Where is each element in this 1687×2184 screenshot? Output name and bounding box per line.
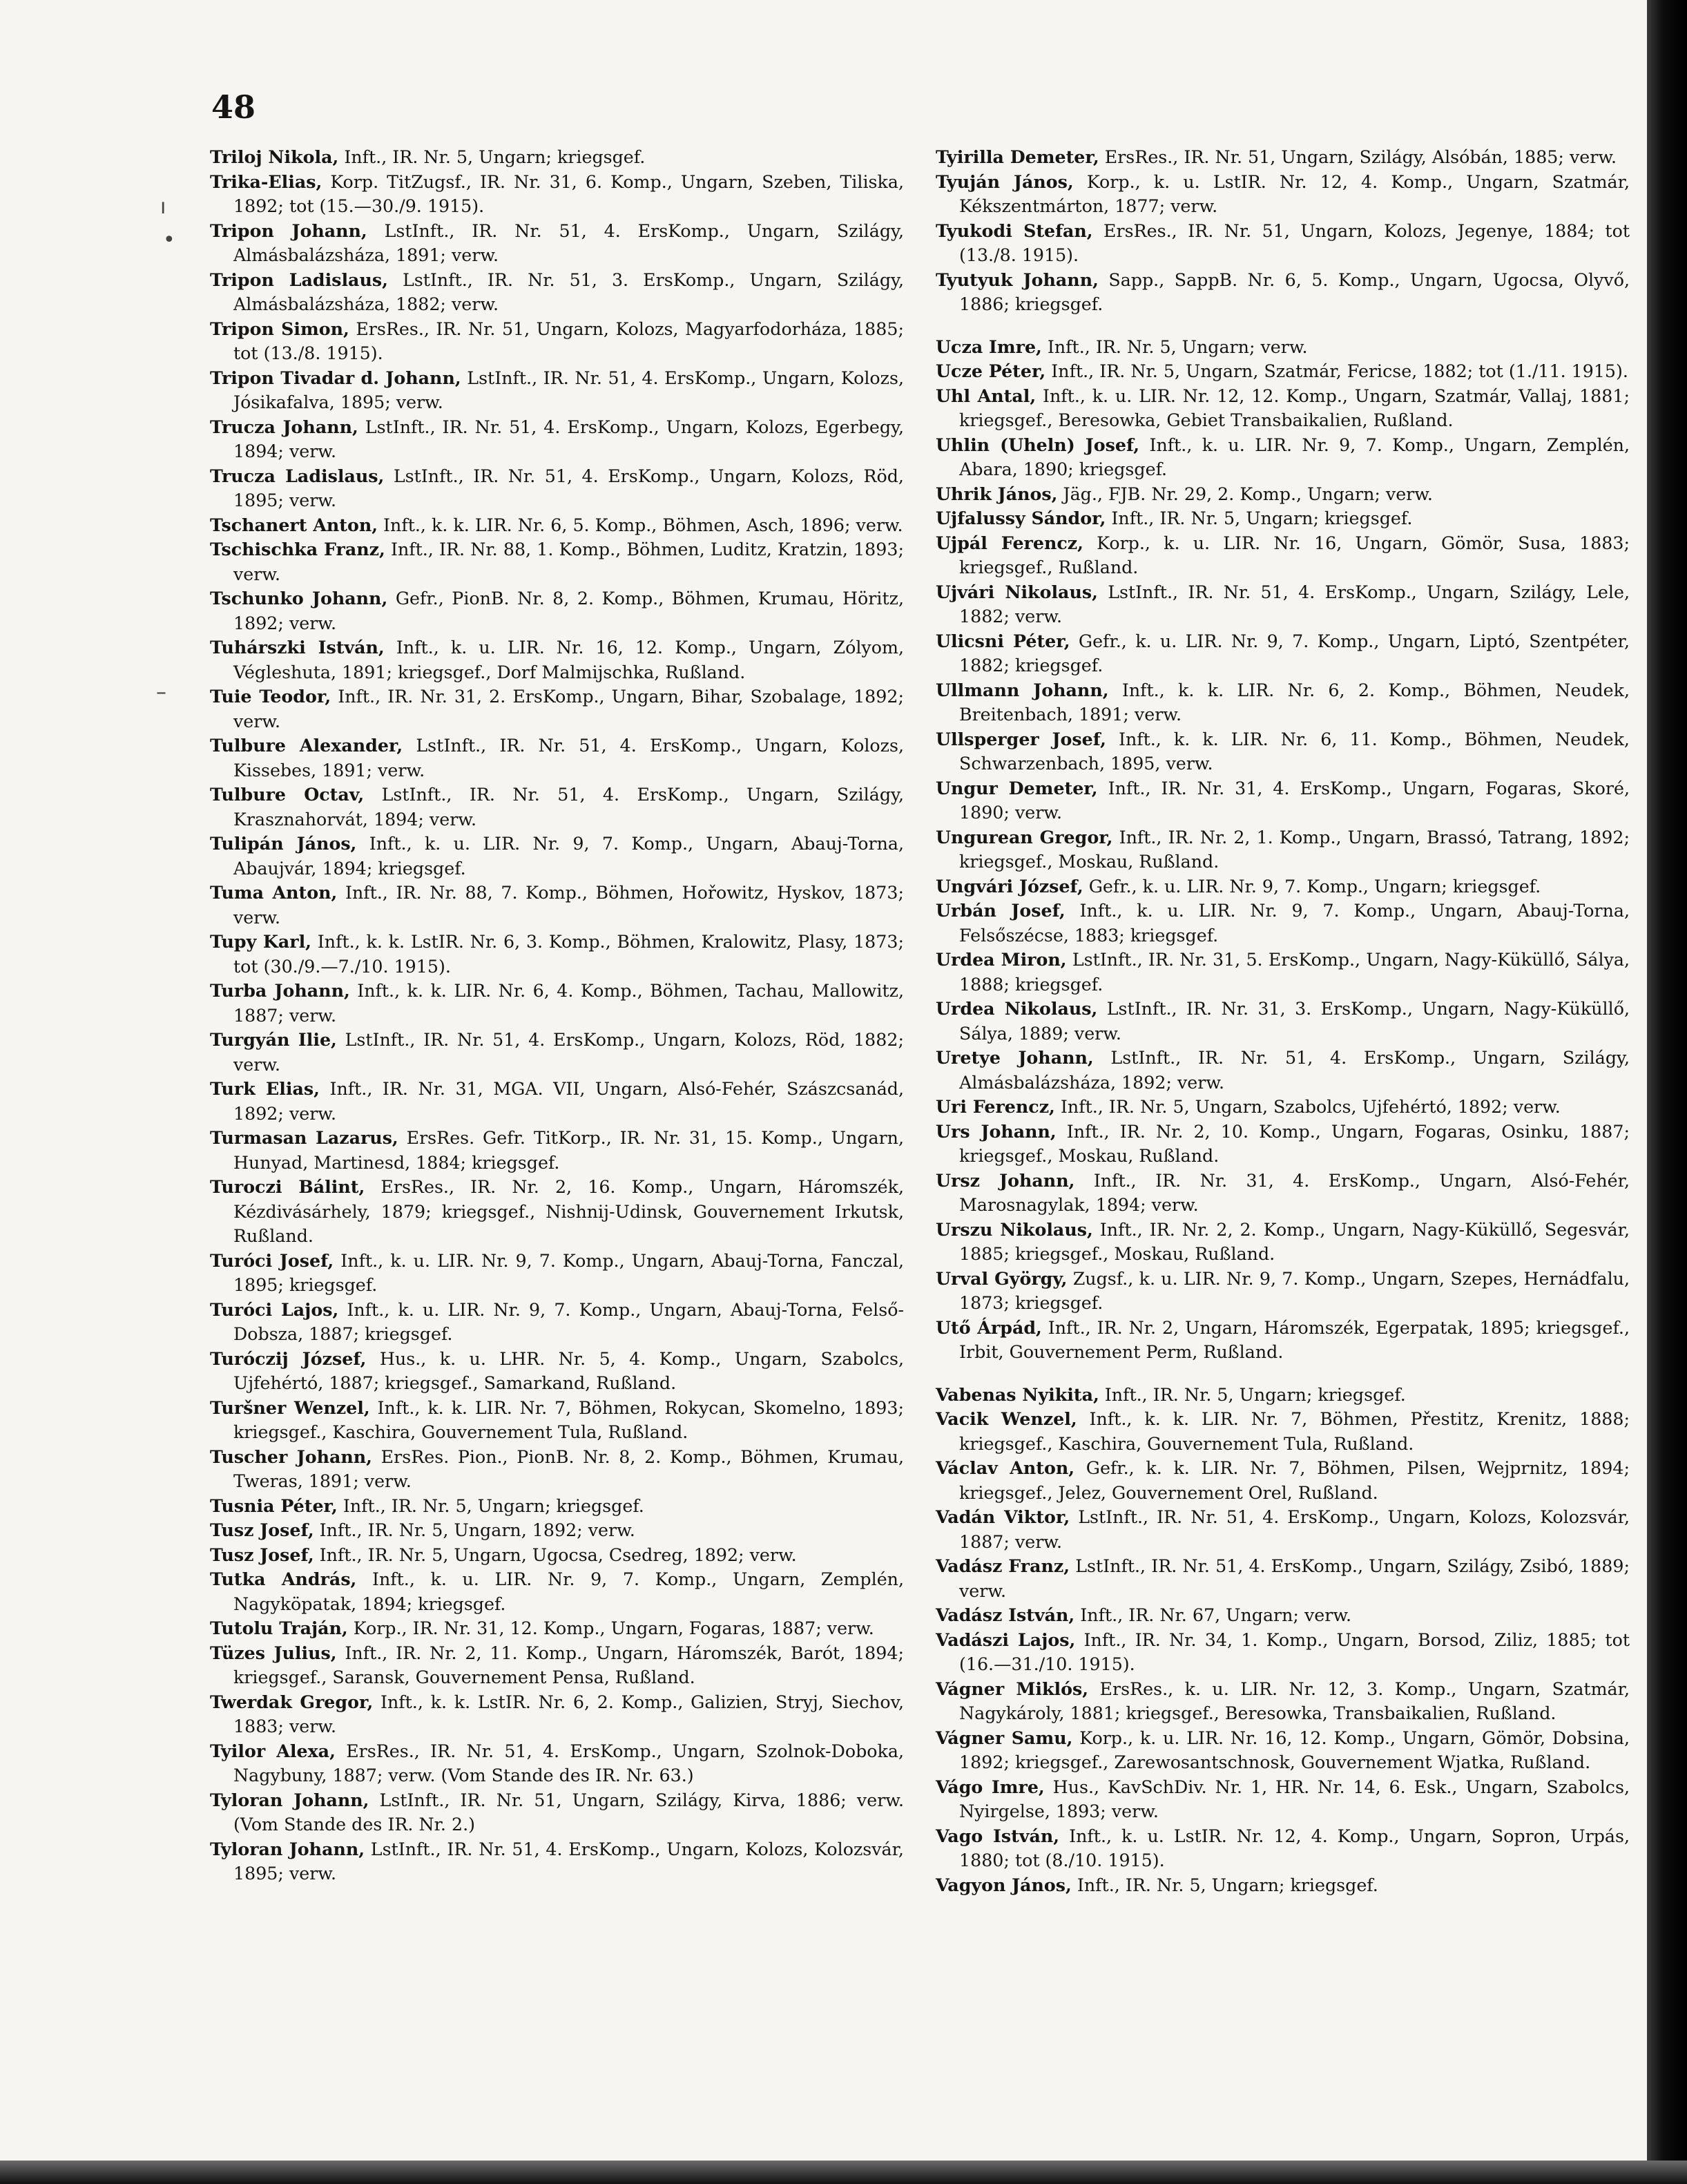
- directory-entry: [936, 1873, 1630, 1898]
- entry-details: Inft., k. u. LIR. Nr. 9, 7. Komp., Ungarn, Abauj-Torna, Abaujvár, 1894; kriegsgef.: [233, 834, 904, 879]
- entry-details: Inft., IR. Nr. 67, Ungarn; verw.: [1074, 1605, 1352, 1625]
- entry-name: Tulbure Octav,: [210, 784, 365, 805]
- entry-name: Vacik Wenzel,: [936, 1408, 1077, 1429]
- directory-entry: [210, 219, 904, 268]
- entry-name: Uri Ferencz,: [936, 1096, 1055, 1117]
- entry-details: LstInft., IR. Nr. 51, 4. ErsKomp., Ungarn, Kolozs, Egerbegy, 1894; verw.: [233, 416, 904, 461]
- entry-name: Tyuján János,: [936, 171, 1074, 192]
- directory-entry: [210, 415, 904, 464]
- directory-entry: [210, 1616, 904, 1641]
- entry-details: LstInft., IR. Nr. 31, 5. ErsKomp., Ungarn, Nagy-Küküllő, Sálya, 1888; kriegsgef.: [959, 950, 1630, 995]
- directory-entry: [210, 586, 904, 635]
- directory-entry: [210, 1298, 904, 1347]
- entry-name: Tyloran Johann,: [210, 1789, 369, 1810]
- directory-entry: [210, 1077, 904, 1126]
- entry-name: Tyutyuk Johann,: [936, 269, 1099, 290]
- directory-entry: [936, 1316, 1630, 1365]
- directory-entry: [936, 170, 1630, 219]
- entry-details: Inft., IR. Nr. 2, 11. Komp., Ungarn, Háromszék, Barót, 1894; kriegsgef., Saransk, Gouvernement Pensa, Rußland.: [233, 1642, 904, 1687]
- entry-name: Tuhárszki István,: [210, 637, 385, 658]
- entry-details: LstInft., IR. Nr. 51, 4. ErsKomp., Ungarn, Kolozs, Kolozsvár, 1887; verw.: [959, 1507, 1630, 1552]
- directory-entry: [936, 1554, 1630, 1603]
- entry-name: Ungurean Gregor,: [936, 826, 1113, 847]
- directory-entry: [936, 433, 1630, 482]
- entry-name: Trika-Elias,: [210, 171, 322, 192]
- entry-name: Turmasan Lazarus,: [210, 1127, 398, 1148]
- directory-entry: [210, 1567, 904, 1616]
- entry-details: Hus., k. u. LHR. Nr. 5, 4. Komp., Ungarn, Szabolcs, Ujfehértó, 1887; kriegsgef., Samarkand, Rußland.: [233, 1348, 904, 1393]
- directory-entry: [210, 1249, 904, 1298]
- entry-name: Tripon Ladislaus,: [210, 269, 388, 290]
- entry-name: Tyukodi Stefan,: [936, 220, 1093, 241]
- entry-name: Urs Johann,: [936, 1120, 1057, 1142]
- directory-entry: [210, 1126, 904, 1175]
- scan-edge-right: [1647, 0, 1687, 2184]
- entry-details: Korp., k. u. LstIR. Nr. 12, 4. Komp., Ungarn, Szatmár, Kékszentmárton, 1877; verw.: [959, 171, 1630, 216]
- directory-entry: [936, 825, 1630, 874]
- entry-details: LstInft., IR. Nr. 51, 4. ErsKomp., Ungarn, Kolozs, Röd, 1895; verw.: [233, 466, 904, 510]
- entry-details: Inft., IR. Nr. 5, Ungarn; kriegsgef.: [338, 147, 646, 167]
- entry-details: Korp., k. u. LIR. Nr. 16, 12. Komp., Ungarn, Gömör, Dobsina, 1892; kriegsgef., Zarewosantschnosk, Gouvernement Wjatka, Rußland.: [959, 1727, 1630, 1772]
- entry-details: LstInft., IR. Nr. 31, 3. ErsKomp., Ungarn, Nagy-Küküllő, Sálya, 1889; verw.: [959, 999, 1630, 1044]
- directory-entry: [936, 1628, 1630, 1677]
- entry-name: Turoczi Bálint,: [210, 1176, 365, 1197]
- directory-entry: [936, 335, 1630, 360]
- entry-name: Tuscher Johann,: [210, 1446, 372, 1467]
- directory-entry: [210, 1690, 904, 1739]
- entry-name: Urdea Miron,: [936, 949, 1067, 970]
- directory-entry: [936, 1267, 1630, 1316]
- entry-details: Inft., k. k. LstIR. Nr. 6, 2. Komp., Galizien, Stryj, Siechov, 1883; verw.: [233, 1692, 904, 1736]
- entry-details: Inft., IR. Nr. 5, Ungarn, Ugocsa, Csedreg, 1892; verw.: [314, 1544, 797, 1565]
- directory-entry: [936, 1824, 1630, 1873]
- entry-name: Turk Elias,: [210, 1078, 320, 1099]
- directory-entry: [210, 170, 904, 219]
- directory-entry: [210, 317, 904, 366]
- directory-entry: [936, 359, 1630, 384]
- entry-name: Uhlin (Uheln) Josef,: [936, 434, 1140, 455]
- entry-details: Inft., IR. Nr. 31, 4. ErsKomp., Ungarn, Alsó-Fehér, Marosnagylak, 1894; verw.: [959, 1170, 1630, 1215]
- entry-details: Gefr., k. k. LIR. Nr. 7, Böhmen, Pilsen, Wejprnitz, 1894; kriegsgef., Jelez, Gouvernement Orel, Rußland.: [959, 1458, 1630, 1503]
- margin-tick: ı: [160, 195, 166, 219]
- entry-name: Ucze Péter,: [936, 361, 1046, 381]
- entry-details: Inft., k. k. LIR. Nr. 7, Böhmen, Přestitz, Krenitz, 1888; kriegsgef., Kaschira, Gouvernement Tula, Rußland.: [959, 1409, 1630, 1454]
- directory-entry: [936, 997, 1630, 1046]
- entry-details: ErsRes., IR. Nr. 2, 16. Komp., Ungarn, Háromszék, Kézdivásárhely, 1879; kriegsgef., Nishnij-Udinsk, Gouvernement Irkutsk, Rußland.: [233, 1177, 904, 1246]
- entry-name: Tyirilla Demeter,: [936, 146, 1099, 167]
- entry-details: Inft., k. u. LIR. Nr. 9, 7. Komp., Ungarn, Zemplén, Abara, 1890; kriegsgef.: [959, 434, 1630, 479]
- entry-name: Urval György,: [936, 1267, 1068, 1289]
- entry-name: Ullsperger Josef,: [936, 728, 1106, 749]
- entry-details: LstInft., IR. Nr. 51, 4. ErsKomp., Ungarn, Kolozs, Röd, 1882; verw.: [233, 1030, 904, 1075]
- entry-details: LstInft., IR. Nr. 51, 4. ErsKomp., Ungarn, Kolozs, Kolozsvár, 1895; verw.: [233, 1839, 904, 1884]
- entry-name: Turóci Josef,: [210, 1249, 334, 1271]
- directory-entry: [936, 899, 1630, 948]
- entry-name: Vadászi Lajos,: [936, 1629, 1076, 1650]
- entry-name: Vabenas Nyikita,: [936, 1383, 1099, 1405]
- entry-details: Inft., IR. Nr. 2, 10. Komp., Ungarn, Fogaras, Osinku, 1887; kriegsgef., Moskau, Rußland.: [959, 1121, 1630, 1166]
- entry-name: Vagyon János,: [936, 1874, 1072, 1895]
- entry-details: ErsRes. Gefr. TitKorp., IR. Nr. 31, 15. Komp., Ungarn, Hunyad, Martinesd, 1884; kriegsgef.: [233, 1128, 904, 1173]
- directory-entry: [936, 580, 1630, 629]
- entry-name: Vadász Franz,: [936, 1555, 1070, 1576]
- directory-entry: [210, 881, 904, 930]
- entry-name: Tschischka Franz,: [210, 539, 385, 559]
- entry-name: Ullmann Johann,: [936, 679, 1109, 700]
- entry-details: Inft., IR. Nr. 2, 2. Komp., Ungarn, Nagy-Küküllő, Segesvár, 1885; kriegsgef., Moskau, Rußland.: [959, 1219, 1630, 1264]
- entry-name: Vágner Samu,: [936, 1727, 1073, 1748]
- entry-name: Urdea Nikolaus,: [936, 998, 1098, 1019]
- entry-name: Tusnia Péter,: [210, 1495, 338, 1516]
- directory-entry: [210, 1445, 904, 1494]
- section-gap: [936, 317, 1630, 335]
- entry-name: Urbán Josef,: [936, 900, 1066, 921]
- directory-entry: [936, 268, 1630, 317]
- entry-details: LstInft., IR. Nr. 51, 4. ErsKomp., Ungarn, Szilágy, Zsibó, 1889; verw.: [959, 1556, 1630, 1601]
- entry-name: Tulbure Alexander,: [210, 735, 403, 756]
- entry-details: Korp. TitZugsf., IR. Nr. 31, 6. Komp., Ungarn, Szeben, Tiliska, 1892; tot (15.—30./9. 1915).: [233, 171, 904, 216]
- directory-entry: [936, 874, 1630, 899]
- directory-entry: [936, 727, 1630, 776]
- entry-name: Ucza Imre,: [936, 336, 1042, 357]
- entry-name: Tusz Josef,: [210, 1520, 314, 1540]
- entry-details: Inft., IR. Nr. 5, Ungarn, Szabolcs, Ujfehértó, 1892; verw.: [1054, 1097, 1561, 1117]
- entry-name: Uhrik János,: [936, 483, 1058, 504]
- entry-details: Korp., k. u. LIR. Nr. 16, Ungarn, Gömör, Susa, 1883; kriegsgef., Rußland.: [959, 533, 1630, 577]
- entry-name: Turšner Wenzel,: [210, 1397, 370, 1418]
- entry-name: Tschunko Johann,: [210, 588, 388, 609]
- directory-entry: [210, 1494, 904, 1519]
- directory-entry: [936, 1603, 1630, 1628]
- directory-entry: [210, 513, 904, 538]
- page-number: 48: [211, 88, 256, 126]
- directory-entry: [210, 930, 904, 979]
- directory-entry: [210, 1788, 904, 1837]
- entry-details: Inft., IR. Nr. 5, Ungarn; kriegsgef.: [1099, 1384, 1406, 1405]
- entry-details: LstInft., IR. Nr. 51, 4. ErsKomp., Ungarn, Kolozs, Jósikafalva, 1895; verw.: [233, 367, 904, 412]
- directory-entry: [210, 145, 904, 170]
- entry-details: Inft., IR. Nr. 2, 1. Komp., Ungarn, Brassó, Tatrang, 1892; kriegsgef., Moskau, Rußland.: [959, 827, 1630, 872]
- directory-entry: [210, 783, 904, 832]
- entry-details: Gefr., k. u. LIR. Nr. 9, 7. Komp., Ungarn; kriegsgef.: [1083, 876, 1541, 897]
- directory-entry: [210, 734, 904, 783]
- entry-name: Tripon Johann,: [210, 220, 367, 241]
- entry-details: Inft., k. k. LIR. Nr. 6, 2. Komp., Böhmen, Neudek, Breitenbach, 1891; verw.: [959, 680, 1630, 725]
- entry-details: ErsRes., IR. Nr. 51, Ungarn, Kolozs, Jegenye, 1884; tot (13./8. 1915).: [959, 220, 1630, 265]
- directory-entry: [210, 1641, 904, 1690]
- entry-details: Inft., k. k. LIR. Nr. 7, Böhmen, Rokycan, Skomelno, 1893; kriegsgef., Kaschira, Gouvernement Tula, Rußland.: [233, 1397, 905, 1442]
- entry-details: LstInft., IR. Nr. 51, 4. ErsKomp., Ungarn, Szilágy, Krasznahorvát, 1894; verw.: [233, 785, 904, 830]
- directory-entry: [210, 979, 904, 1028]
- entry-details: Gefr., PionB. Nr. 8, 2. Komp., Böhmen, Krumau, Höritz, 1892; verw.: [233, 588, 904, 633]
- directory-entry: [936, 384, 1630, 433]
- directory-entry: [210, 1739, 904, 1788]
- entry-details: Inft., k. u. LIR. Nr. 9, 7. Komp., Ungarn, Abauj-Torna, Fanczal, 1895; kriegsgef.: [233, 1250, 905, 1295]
- entry-details: ErsRes. Pion., PionB. Nr. 8, 2. Komp., Böhmen, Krumau, Tweras, 1891; verw.: [233, 1446, 904, 1491]
- entry-details: Inft., k. u. LIR. Nr. 12, 12. Komp., Ungarn, Szatmár, Vallaj, 1881; kriegsgef., Beresowka, Gebiet Transbaikalien, Rußland.: [959, 385, 1630, 430]
- entry-name: Tüzes Julius,: [210, 1642, 337, 1663]
- entry-name: Triloj Nikola,: [210, 146, 339, 167]
- entry-name: Ujpál Ferencz,: [936, 532, 1083, 553]
- entry-details: Inft., IR. Nr. 34, 1. Komp., Ungarn, Borsod, Ziliz, 1885; tot (16.—31./10. 1915).: [959, 1629, 1630, 1674]
- entry-details: Inft., IR. Nr. 31, MGA. VII, Ungarn, Alsó-Fehér, Szászcsanád, 1892; verw.: [233, 1079, 905, 1124]
- entry-name: Tupy Karl,: [210, 931, 311, 952]
- entry-details: Inft., IR. Nr. 88, 1. Komp., Böhmen, Luditz, Kratzin, 1893; verw.: [233, 539, 904, 584]
- entry-name: Utő Árpád,: [936, 1316, 1042, 1338]
- entry-details: LstInft., IR. Nr. 51, 3. ErsKomp., Ungarn, Szilágy, Almásbalázsháza, 1882; verw.: [233, 269, 904, 314]
- entry-name: Ungur Demeter,: [936, 777, 1098, 798]
- directory-entry: [210, 635, 904, 684]
- margin-dash: –: [156, 680, 166, 705]
- directory-entry: [936, 1169, 1630, 1218]
- directory-entry: [210, 1518, 904, 1543]
- entry-details: Hus., KavSchDiv. Nr. 1, HR. Nr. 14, 6. Esk., Ungarn, Szabolcs, Nyirgelse, 1893; verw.: [959, 1776, 1630, 1821]
- scan-edge-bottom: [0, 2161, 1687, 2184]
- directory-entry: [210, 1396, 904, 1445]
- entry-name: Turóczij József,: [210, 1348, 367, 1369]
- entry-details: ErsRes., IR. Nr. 51, Ungarn, Szilágy, Alsóbán, 1885; verw.: [1099, 147, 1617, 167]
- entry-details: ErsRes., IR. Nr. 51, Ungarn, Kolozs, Magyarfodorháza, 1885; tot (13./8. 1915).: [233, 318, 904, 363]
- directory-entry: [936, 1456, 1630, 1505]
- directory-entry: [210, 537, 904, 586]
- entry-details: Inft., IR. Nr. 88, 7. Komp., Böhmen, Hořowitz, Hyskov, 1873; verw.: [233, 883, 904, 928]
- directory-entry: [936, 1677, 1630, 1726]
- entry-details: Inft., k. u. LIR. Nr. 9, 7. Komp., Ungarn, Abauj-Torna, Felső-Dobsza, 1887; kriegsgef.: [233, 1299, 904, 1344]
- right-column: [936, 145, 1630, 1897]
- directory-entry: [936, 1120, 1630, 1169]
- directory-entry: [936, 629, 1630, 678]
- section-gap: [936, 1365, 1630, 1383]
- entry-name: Tripon Tivadar d. Johann,: [210, 367, 461, 388]
- directory-entry: [210, 1543, 904, 1568]
- entry-name: Trucza Johann,: [210, 416, 358, 437]
- entry-name: Tulipán János,: [210, 833, 357, 854]
- directory-entry: [936, 1407, 1630, 1456]
- directory-entry: [936, 1505, 1630, 1554]
- entry-details: LstInft., IR. Nr. 51, 4. ErsKomp., Ungarn, Szilágy, Almásbalázsháza, 1891; verw.: [233, 220, 904, 265]
- directory-entry: [210, 684, 904, 734]
- directory-entry: [936, 506, 1630, 531]
- entry-name: Twerdak Gregor,: [210, 1691, 374, 1712]
- entry-details: Inft., IR. Nr. 5, Ungarn, 1892; verw.: [314, 1520, 635, 1540]
- directory-entry: [936, 482, 1630, 507]
- directory-entry: [936, 776, 1630, 825]
- entry-name: Tschanert Anton,: [210, 514, 378, 535]
- entry-name: Tutolu Traján,: [210, 1618, 348, 1638]
- directory-entry: [936, 1383, 1630, 1408]
- left-column: [210, 145, 904, 1886]
- directory-entry: [210, 268, 904, 317]
- entry-name: Ujfalussy Sándor,: [936, 508, 1106, 528]
- directory-entry: [210, 1028, 904, 1077]
- entry-details: Sapp., SappB. Nr. 6, 5. Komp., Ungarn, Ugocsa, Olyvő, 1886; kriegsgef.: [959, 269, 1630, 314]
- entry-details: Inft., IR. Nr. 5, Ungarn, Szatmár, Fericse, 1882; tot (1./11. 1915).: [1045, 361, 1628, 381]
- directory-entry: [936, 1095, 1630, 1120]
- entry-details: Inft., k. k. LIR. Nr. 6, 5. Komp., Böhmen, Asch, 1896; verw.: [378, 515, 903, 535]
- directory-entry: [210, 1837, 904, 1886]
- entry-details: Inft., IR. Nr. 2, Ungarn, Háromszék, Egerpatak, 1895; kriegsgef., Irbit, Gouvernement Perm, Rußland.: [959, 1317, 1630, 1362]
- directory-entry: [210, 464, 904, 513]
- directory-entry: [210, 1175, 904, 1249]
- entry-name: Tutka András,: [210, 1569, 357, 1589]
- entry-name: Urszu Nikolaus,: [936, 1218, 1093, 1240]
- entry-details: Inft., k. u. LstIR. Nr. 12, 4. Komp., Ungarn, Sopron, Urpás, 1880; tot (8./10. 1915).: [959, 1826, 1630, 1870]
- entry-details: Inft., k. k. LIR. Nr. 6, 11. Komp., Böhmen, Neudek, Schwarzenbach, 1895, verw.: [959, 729, 1630, 774]
- entry-details: Inft., k. u. LIR. Nr. 9, 7. Komp., Ungarn, Abauj-Torna, Felsőszécse, 1883; kriegsgef.: [959, 901, 1630, 946]
- entry-details: Inft., k. k. LIR. Nr. 6, 4. Komp., Böhmen, Tachau, Mallowitz, 1887; verw.: [233, 981, 904, 1026]
- entry-details: Inft., IR. Nr. 5, Ungarn; kriegsgef.: [337, 1495, 644, 1516]
- entry-details: ErsRes., k. u. LIR. Nr. 12, 3. Komp., Ungarn, Szatmár, Nagykároly, 1881; kriegsgef., Beresowka, Transbaikalien, Rußland.: [959, 1678, 1630, 1723]
- entry-name: Ursz Johann,: [936, 1169, 1075, 1191]
- entry-details: Inft., IR. Nr. 5, Ungarn; kriegsgef.: [1071, 1875, 1378, 1895]
- entry-name: Ungvári József,: [936, 875, 1083, 897]
- entry-name: Tuie Teodor,: [210, 686, 331, 707]
- entry-name: Tripon Simon,: [210, 318, 349, 339]
- entry-name: Vadász István,: [936, 1605, 1075, 1625]
- entry-details: Inft., IR. Nr. 31, 2. ErsKomp., Ungarn, Bihar, Szobalage, 1892; verw.: [233, 687, 904, 731]
- entry-details: Inft., IR. Nr. 31, 4. ErsKomp., Ungarn, Fogaras, Skoré, 1890; verw.: [959, 778, 1630, 823]
- directory-entry: [936, 1046, 1630, 1095]
- directory-entry: [210, 832, 904, 881]
- margin-dot: •: [163, 228, 175, 252]
- entry-details: LstInft., IR. Nr. 51, 4. ErsKomp., Ungarn, Szilágy, Almásbalázsháza, 1892; verw.: [959, 1048, 1630, 1093]
- entry-name: Ujvári Nikolaus,: [936, 581, 1098, 602]
- directory-entry: [936, 1726, 1630, 1775]
- directory-entry: [210, 1347, 904, 1396]
- entry-name: Vago István,: [936, 1825, 1060, 1846]
- directory-entry: [936, 531, 1630, 580]
- entry-name: Turba Johann,: [210, 980, 350, 1001]
- entry-details: Inft., k. k. LstIR. Nr. 6, 3. Komp., Böhmen, Kralowitz, Plasy, 1873; tot (30./9.—7./10. 1915).: [233, 932, 904, 977]
- entry-name: Tuma Anton,: [210, 882, 338, 903]
- entry-name: Tusz Josef,: [210, 1544, 314, 1565]
- directory-entry: [936, 678, 1630, 727]
- directory-entry: [936, 1775, 1630, 1824]
- entry-details: Inft., IR. Nr. 5, Ungarn; kriegsgef.: [1106, 508, 1413, 528]
- directory-entry: [936, 948, 1630, 997]
- entry-details: Gefr., k. u. LIR. Nr. 9, 7. Komp., Ungarn, Liptó, Szentpéter, 1882; kriegsgef.: [959, 631, 1630, 676]
- entry-name: Trucza Ladislaus,: [210, 465, 385, 486]
- directory-entry: [936, 1218, 1630, 1267]
- directory-entry: [936, 219, 1630, 268]
- directory-entry: [936, 145, 1630, 170]
- entry-details: Inft., k. u. LIR. Nr. 9, 7. Komp., Ungarn, Zemplén, Nagyköpatak, 1894; kriegsgef.: [233, 1569, 904, 1614]
- entry-name: Uhl Antal,: [936, 385, 1037, 406]
- entry-name: Ulicsni Péter,: [936, 630, 1070, 651]
- entry-details: LstInft., IR. Nr. 51, Ungarn, Szilágy, Kirva, 1886; verw. (Vom Stande des IR. Nr. 2.): [233, 1790, 904, 1835]
- entry-name: Uretye Johann,: [936, 1047, 1094, 1068]
- entry-details: LstInft., IR. Nr. 51, 4. ErsKomp., Ungarn, Szilágy, Lele, 1882; verw.: [959, 582, 1630, 626]
- entry-details: Jäg., FJB. Nr. 29, 2. Komp., Ungarn; verw.: [1057, 483, 1433, 504]
- entry-name: Turgyán Ilie,: [210, 1029, 337, 1050]
- entry-name: Tyloran Johann,: [210, 1838, 365, 1859]
- entry-details: Zugsf., k. u. LIR. Nr. 9, 7. Komp., Ungarn, Szepes, Hernádfalu, 1873; kriegsgef.: [959, 1268, 1630, 1313]
- entry-details: Inft., k. u. LIR. Nr. 16, 12. Komp., Ungarn, Zólyom, Végleshuta, 1891; kriegsgef., Dorf Malmijschka, Rußland.: [233, 638, 904, 682]
- entry-name: Turóci Lajos,: [210, 1299, 339, 1320]
- entry-name: Vadán Viktor,: [936, 1506, 1070, 1527]
- entry-name: Václav Anton,: [936, 1457, 1075, 1478]
- entry-name: Tyilor Alexa,: [210, 1740, 336, 1761]
- entry-details: ErsRes., IR. Nr. 51, 4. ErsKomp., Ungarn, Szolnok-Doboka, Nagybuny, 1887; verw. (Vom Stande des IR. Nr. 63.): [233, 1741, 904, 1785]
- directory-entry: [210, 366, 904, 415]
- entry-name: Vágner Miklós,: [936, 1678, 1089, 1699]
- entry-name: Vágo Imre,: [936, 1776, 1045, 1797]
- entry-details: Korp., IR. Nr. 31, 12. Komp., Ungarn, Fogaras, 1887; verw.: [347, 1618, 874, 1638]
- entry-details: Inft., IR. Nr. 5, Ungarn; verw.: [1041, 336, 1308, 357]
- entry-details: LstInft., IR. Nr. 51, 4. ErsKomp., Ungarn, Kolozs, Kissebes, 1891; verw.: [233, 736, 904, 780]
